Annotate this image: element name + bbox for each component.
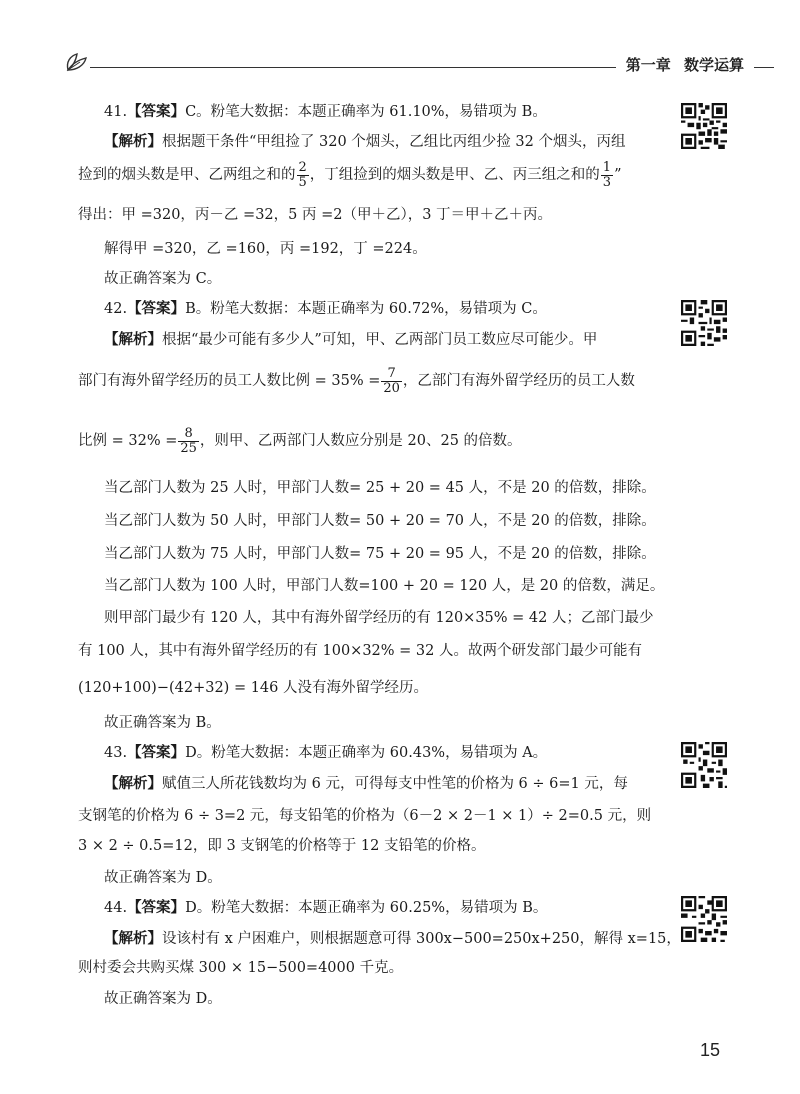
q41-analysis-line-1 [104,132,625,152]
analysis-tag: 【解析】 [104,332,162,348]
fraction [601,161,613,190]
analysis-tag: 【解析】 [104,776,162,792]
numerator: 8 [178,427,199,442]
analysis-text: 设该村有 x 户困难户，则根据题意可得 300x−500=250x+250，解得 x=15， [162,931,681,947]
chapter-title [616,54,754,75]
chapter-name: 数学运算 [683,56,744,74]
qr-code-icon [681,742,727,788]
q43-conclusion: 故正确答案为 D。 [104,870,222,886]
q43-analysis-line-3: 3 × 2 ÷ 0.5=12，即 3 支钢笔的价格等于 12 支铅笔的价格。 [78,838,486,854]
analysis-text: ” [614,167,622,183]
numerator: 7 [381,367,402,382]
analysis-text: ，丁组捡到的烟头数是甲、乙、丙三组之和的 [309,167,600,183]
q41-analysis-line-2 [78,160,621,190]
q41-analysis-line-3: 得出：甲 =320，丙－乙 =32，5 丙 =2（甲＋乙），3 丁＝甲＋乙＋丙。 [78,207,553,223]
q42-analysis-line-1 [104,330,597,350]
q43-analysis-line-1 [104,774,628,794]
answer-text: D。粉笔大数据：本题正确率为 60.43%，易错项为 A。 [185,745,548,761]
fraction [297,161,309,190]
q42-analysis-line-8: 则甲部门最少有 120 人，其中有海外留学经历的有 120×35% = 42 人；乙部门最少 [104,610,654,626]
q44-answer-line [104,898,547,918]
q42-conclusion: 故正确答案为 B。 [104,715,221,731]
answer-text: D。粉笔大数据：本题正确率为 60.25%，易错项为 B。 [185,900,548,916]
qr-code-icon [681,896,727,942]
denominator: 5 [298,174,307,190]
analysis-tag: 【解析】 [104,931,162,947]
q44-analysis-line-2: 则村委会共购买煤 300 × 15−500=4000 千克。 [78,960,404,976]
qr-code-icon [681,103,727,149]
numerator: 2 [298,159,307,175]
analysis-text: ，则甲、乙两部门人数应分别是 20、25 的倍数。 [199,433,522,449]
q42-analysis-line-4: 当乙部门人数为 25 人时，甲部门人数= 25 + 20 = 45 人，不是 20 的倍数，排除。 [104,480,656,496]
question-number: 42. [104,301,128,317]
q42-answer-line [104,299,547,319]
analysis-text: 赋值三人所花钱数均为 6 元，可得每支中性笔的价格为 6 ÷ 6=1 元，每 [162,776,628,792]
q42-analysis-line-2 [78,366,635,396]
leaf-icon [62,48,92,78]
numerator: 1 [602,159,612,175]
answer-tag: 【答案】 [127,104,186,120]
q42-analysis-line-10: (120+100)−(42+32) = 146 人没有海外留学经历。 [78,680,428,696]
question-number: 44. [104,900,128,916]
chapter-number: 第一章 [625,56,671,74]
fraction [381,367,402,396]
q44-analysis-line-1 [104,929,681,949]
fraction [178,427,199,456]
analysis-tag: 【解析】 [104,134,162,150]
q42-analysis-line-9: 有 100 人，其中有海外留学经历的有 100×32% = 32 人。故两个研发部门最少可能有 [78,643,642,659]
analysis-text: 部门有海外留学经历的员工人数比例 = 35% = [78,373,381,389]
q43-answer-line [104,743,547,763]
q42-analysis-line-6: 当乙部门人数为 75 人时，甲部门人数= 75 + 20 = 95 人，不是 20 的倍数，排除。 [104,546,656,562]
page-header [62,40,774,80]
answer-text: C。粉笔大数据：本题正确率为 61.10%，易错项为 B。 [185,104,547,120]
denominator: 25 [180,440,197,456]
q42-analysis-line-3 [78,426,522,456]
denominator: 20 [383,380,400,396]
q43-analysis-line-2: 支钢笔的价格为 6 ÷ 3=2 元，每支铅笔的价格为（6－2 × 2－1 × 1）÷ 2=0.5 元，则 [78,808,652,824]
analysis-text: ，乙部门有海外留学经历的员工人数 [402,373,635,389]
q41-analysis-line-4: 解得甲 =320，乙 =160，丙 =192，丁 =224。 [104,241,427,257]
answer-text: B。粉笔大数据：本题正确率为 60.72%，易错项为 C。 [185,301,547,317]
question-number: 43. [104,745,128,761]
analysis-text: 根据题干条件“甲组捡了 320 个烟头，乙组比丙组少捡 32 个烟头，丙组 [162,134,626,150]
answer-tag: 【答案】 [127,900,186,916]
answer-tag: 【答案】 [127,301,186,317]
page-number: 15 [700,1040,721,1060]
qr-code-icon [681,300,727,346]
q42-analysis-line-5: 当乙部门人数为 50 人时，甲部门人数= 50 + 20 = 70 人，不是 20 的倍数，排除。 [104,513,656,529]
denominator: 3 [602,174,612,190]
q41-answer-line [104,102,547,122]
analysis-text: 根据“最少可能有多少人”可知，甲、乙两部门员工数应尽可能少。甲 [162,332,598,348]
question-number: 41. [104,104,128,120]
q44-conclusion: 故正确答案为 D。 [104,991,222,1007]
analysis-text: 捡到的烟头数是甲、乙两组之和的 [78,167,296,183]
q41-conclusion: 故正确答案为 C。 [104,271,222,287]
analysis-text: 比例 = 32% = [78,433,178,449]
q42-analysis-line-7: 当乙部门人数为 100 人时，甲部门人数=100 + 20 = 120 人，是 20 的倍数，满足。 [104,578,665,594]
answer-tag: 【答案】 [127,745,186,761]
